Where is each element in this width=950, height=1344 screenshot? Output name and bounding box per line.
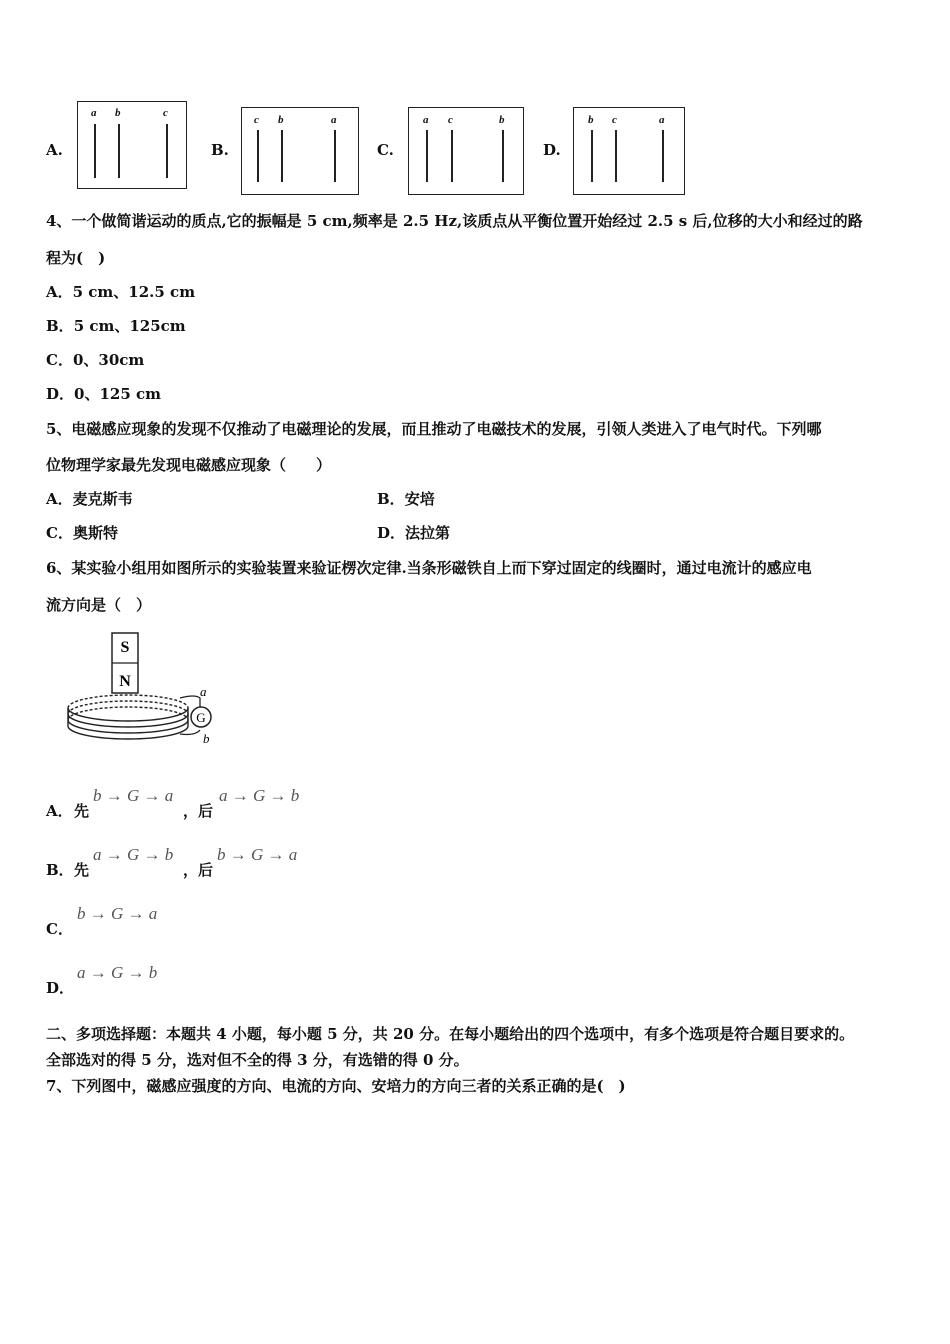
coil [68, 695, 188, 739]
option-expr-1: a → G → b [93, 845, 174, 864]
option-expr-2: b → G → a [217, 845, 298, 864]
option-text: 0、30cm [72, 351, 145, 369]
option-text: 0、125 cm [74, 385, 161, 403]
option-text: 5 cm、125cm [73, 317, 186, 335]
option-mid: ，后 [183, 861, 214, 879]
option-text: 5 cm、12.5 cm [72, 283, 196, 301]
magnet-south-pole: S [120, 639, 130, 656]
q3-option-b-figure[interactable] [241, 107, 359, 195]
wire-line [615, 130, 617, 182]
option-text: 安培 [404, 490, 435, 508]
option-expr-2: a → G → b [219, 786, 300, 805]
q7-stem: 7、下列图中，磁感应强度的方向、电流的方向、安培力的方向三者的关系正确的是( ) [46, 1077, 626, 1095]
option-expr-1: a → G → b [77, 963, 158, 982]
q6-option-b[interactable] [46, 845, 346, 885]
wire-label: c [448, 114, 453, 126]
wire-label: b [278, 114, 284, 126]
option-label: B． [46, 317, 74, 335]
wire-label: a [423, 114, 429, 126]
q6-option-a[interactable] [46, 786, 346, 826]
q3-option-a-label[interactable]: A. [46, 141, 63, 159]
option-label: A． [46, 802, 73, 820]
option-label: C． [46, 351, 73, 369]
wire-line [502, 130, 504, 182]
wire-label: b [588, 114, 594, 126]
q4-option-b[interactable] [46, 316, 186, 336]
magnet-coil-figure [60, 630, 225, 750]
wire-line [662, 130, 664, 182]
option-text: 麦克斯韦 [72, 490, 133, 508]
wire-label: c [163, 107, 168, 119]
section-2-line2: 全部选对的得 5 分，选对但不全的得 3 分，有选错的得 0 分。 [46, 1051, 469, 1069]
q3-option-c-label[interactable]: C. [377, 141, 394, 159]
option-label: A． [46, 490, 73, 508]
q4-option-d[interactable] [46, 384, 161, 404]
q5-option-a[interactable] [46, 489, 133, 509]
q6-stem-line1: 6、某实验小组用如图所示的实验装置来验证楞次定律.当条形磁铁自上而下穿过固定的线圈时，通过电流计的感应电 [46, 559, 812, 577]
q4-stem-line1: 4、一个做简谐运动的质点,它的振幅是 5 cm,频率是 2.5 Hz,该质点从平衡位置开始经过 2.5 s 后,位移的大小和经过的路 [46, 212, 863, 230]
option-expr-1: b → G → a [77, 904, 158, 923]
terminal-b-label: b [203, 731, 210, 746]
wire-line [118, 124, 120, 178]
wire-line [94, 124, 96, 178]
wire-label: b [499, 114, 505, 126]
option-label: C． [46, 920, 73, 938]
q4-option-c[interactable] [46, 350, 144, 370]
option-text: 奥斯特 [72, 524, 118, 542]
section-2-line1: 二、多项选择题：本题共 4 小题，每小题 5 分，共 20 分。在每小题给出的四个选项中，有多个选项是符合题目要求的。 [46, 1025, 855, 1043]
wire-line [257, 130, 259, 182]
q3-option-d-label[interactable]: D. [543, 141, 561, 159]
q5-stem-line1: 5、电磁感应现象的发现不仅推动了电磁理论的发展，而且推动了电磁技术的发展，引领人类进入了电气时代。下列哪 [46, 420, 822, 438]
wire-line [334, 130, 336, 182]
q5-stem-line2: 位物理学家最先发现电磁感应现象（ ） [46, 456, 332, 474]
option-prefix: 先 [74, 861, 90, 879]
wire-line [281, 130, 283, 182]
option-label: B． [377, 490, 405, 508]
q4-stem-line2: 程为( ) [46, 249, 106, 267]
q3-option-c-figure[interactable] [408, 107, 524, 195]
option-mid: ，后 [183, 802, 214, 820]
q3-option-a-figure[interactable] [77, 101, 187, 189]
wire-label: a [91, 107, 97, 119]
wire-label: c [254, 114, 259, 126]
option-expr-1: b → G → a [93, 786, 174, 805]
wire-line [451, 130, 453, 182]
option-label: D． [377, 524, 406, 542]
terminal-a-label: a [200, 684, 207, 699]
option-label: C． [46, 524, 73, 542]
magnet-north-pole: N [119, 673, 131, 690]
wire-label: a [331, 114, 337, 126]
wire-label: c [612, 114, 617, 126]
option-label: D． [46, 385, 75, 403]
q4-option-a[interactable] [46, 282, 195, 302]
wire-label: a [659, 114, 665, 126]
option-prefix: 先 [74, 802, 90, 820]
wire-label: b [115, 107, 121, 119]
option-label: B． [46, 861, 74, 879]
galvanometer-label: G [196, 710, 206, 725]
q3-option-b-label[interactable]: B. [211, 141, 229, 159]
option-label: D． [46, 979, 75, 997]
wire-line [166, 124, 168, 178]
option-label: A． [46, 283, 73, 301]
q3-option-d-figure[interactable] [573, 107, 685, 195]
q5-option-b[interactable] [377, 489, 435, 509]
q6-option-c[interactable] [46, 904, 246, 944]
q6-option-d[interactable] [46, 963, 246, 1003]
q6-stem-line2: 流方向是（ ） [46, 596, 152, 614]
q5-option-d[interactable] [377, 523, 450, 543]
wire-line [591, 130, 593, 182]
q5-option-c[interactable] [46, 523, 118, 543]
wire-line [426, 130, 428, 182]
option-text: 法拉第 [405, 524, 451, 542]
